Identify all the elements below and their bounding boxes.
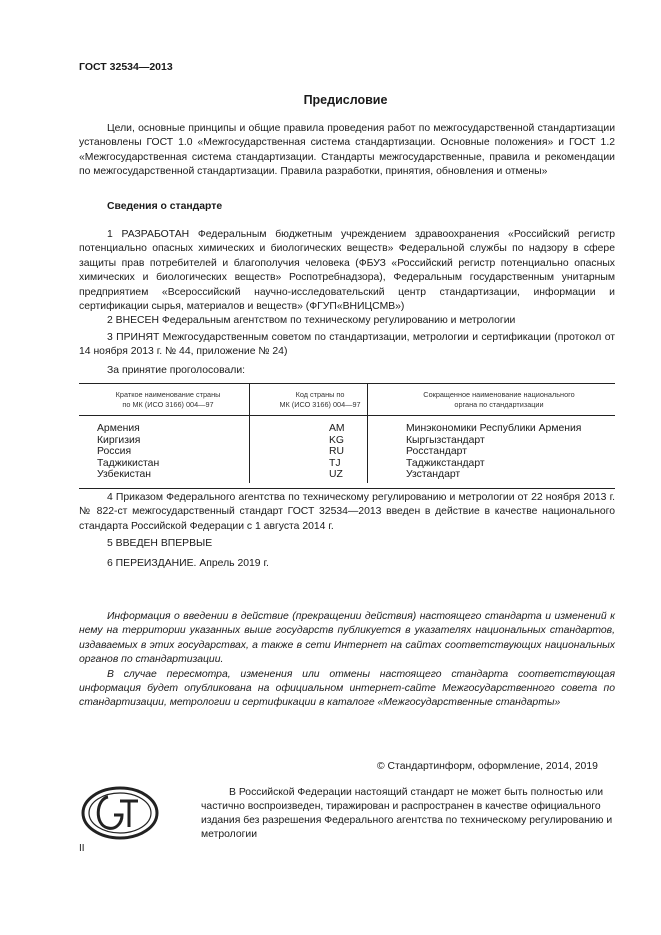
copyright: © Стандартинформ, оформление, 2014, 2019 [377, 761, 598, 772]
page-title: Предисловие [303, 93, 388, 107]
code-cell: RU [329, 446, 345, 457]
table-header-row [79, 384, 615, 416]
org-column [383, 416, 615, 489]
section-title: Сведения о стандарте [107, 201, 223, 212]
item-3 [79, 331, 615, 360]
item-3-text: 3 ПРИНЯТ Межгосударственным советом по стандартизации, метрологии и сертификации (протокол от 14 ноября 2013 г. № 44, приложение № 24) [79, 332, 615, 358]
country-cell: Узбекистан [97, 469, 151, 480]
code-cell: UZ [329, 469, 343, 480]
item-1 [79, 228, 615, 314]
info-paragraph-2: В случае пересмотра, изменения или отмены настоящего стандарта соответствующая информация будет опубликована на официальном интернет-сайте Межгосударственного совета по стандартизации, метрологии и сертификации в каталоге «Межгосударственные стандарты» [79, 668, 615, 709]
rst-mark-icon [80, 785, 160, 841]
country-cell: Киргизия [97, 434, 141, 446]
item-2 [79, 314, 615, 328]
page-number: II [79, 843, 85, 854]
info-paragraph-1: Информация о введении в действие (прекращении действия) настоящего стандарта и изменений к нему на территории указанных выше государств публикуется в указателях национальных стандартов, издаваемых в этих государствах, а также в сети Интернет на сайтах соответствующих национальных органов по стандартизации. [79, 611, 615, 666]
item-4 [79, 491, 615, 534]
code-cell: KG [329, 434, 345, 446]
notice-text: В Российской Федерации настоящий стандарт не может быть полностью или частично воспроизведен, тиражирован и распространен в качестве официального издания без разрешения Федерального агентства по техническому регулированию и метрологии [201, 787, 613, 840]
document-code: ГОСТ 32534—2013 [79, 61, 173, 73]
item-4-text: 4 Приказом Федерального агентства по техническому регулированию и метрологии от 22 ноября 2013 г. № 822-ст межгосударственный стандарт ГОСТ 32534—2013 введен в действие в качестве национального стандарта Российской Федерации с 1 августа 2014 г. [79, 492, 615, 532]
header-country-line-1: Краткое наименование страны [115, 390, 221, 399]
item-1-text: 1 РАЗРАБОТАН Федеральным бюджетным учреждением здравоохранения «Российский регистр потенциально опасных химических и биологических веществ» Федеральной службы по надзору в сфере защиты прав потребителей и благополучия человека (ФБУЗ «Российский регистр потенциально опасных химических и биологических веществ» Роспотребнадзора), Федеральным государственным унитарным предприятием «Всероссийский научно-исследовательский центр стандартизации, информации и сертификации сырья, материалов и веществ» (ФГУП«ВНИЦСМВ») [79, 229, 615, 313]
item-5: 5 ВВЕДЕН ВПЕРВЫЕ [107, 538, 213, 549]
voted-label: За принятие проголосовали: [107, 365, 246, 376]
org-cell: Узстандарт [406, 469, 461, 480]
org-cell: Росстандарт [406, 446, 467, 457]
country-cell: Таджикистан [97, 457, 160, 469]
country-column [79, 416, 257, 489]
org-cell: Кыргызстандарт [406, 434, 485, 446]
header-code-line-2: МК (ИСО 3166) 004—97 [279, 400, 361, 409]
item-6: 6 ПЕРЕИЗДАНИЕ. Апрель 2019 г. [107, 558, 269, 569]
code-column [257, 416, 383, 489]
table-divider [367, 383, 368, 483]
reproduction-notice [201, 786, 615, 842]
table-divider [249, 383, 250, 483]
info-block [79, 610, 615, 711]
header-country-line-2: по МК (ИСО 3166) 004—97 [122, 400, 214, 409]
country-cell: Армения [97, 423, 140, 434]
header-code-line-1: Код страны по [295, 390, 345, 399]
voting-states-table [79, 383, 615, 489]
table-row [79, 416, 615, 489]
country-cell: Россия [97, 446, 132, 457]
header-code [257, 384, 383, 416]
header-country [79, 384, 257, 416]
header-org [383, 384, 615, 416]
code-cell: TJ [329, 457, 341, 469]
intro-paragraph [79, 122, 615, 180]
org-cell: Таджикстандарт [406, 457, 485, 469]
header-org-line-2: органа по стандартизации [454, 400, 544, 409]
header-org-line-1: Сокращенное наименование национального [423, 390, 575, 399]
org-cell: Минэкономики Республики Армения [406, 423, 582, 434]
item-2-text: 2 ВНЕСЕН Федеральным агентством по техническому регулированию и метрологии [107, 315, 516, 326]
intro-text: Цели, основные принципы и общие правила проведения работ по межгосударственной стандартизации установлены ГОСТ 1.0 «Межгосударственная система стандартизации. Основные положения» и ГОСТ 1.2 «Межгосударственная система стандартизации. Стандарты межгосударственные, правила и рекомендации по межгосударственной стандартизации. Правила разработки, принятия, обновления и отмены» [79, 123, 615, 178]
code-cell: AM [329, 423, 345, 434]
